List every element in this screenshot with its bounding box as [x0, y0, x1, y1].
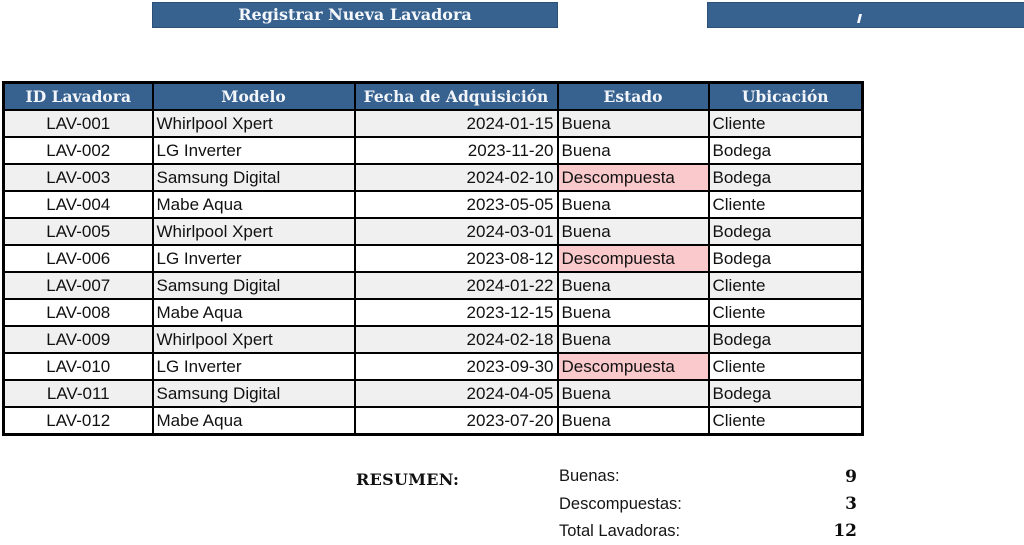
cell-location[interactable]: Bodega	[709, 137, 863, 164]
cell-location[interactable]: Bodega	[709, 380, 863, 407]
summary-stat-label: Buenas:	[559, 467, 620, 486]
cell-location[interactable]: Bodega	[709, 218, 863, 245]
table-body	[4, 110, 863, 435]
cell-location[interactable]: Cliente	[709, 110, 863, 137]
cell-washer-id[interactable]: LAV-004	[4, 191, 153, 218]
cell-date[interactable]: 2024-03-01	[355, 218, 558, 245]
cell-date[interactable]: 2024-02-18	[355, 326, 558, 353]
cell-date[interactable]: 2023-08-12	[355, 245, 558, 272]
cell-washer-id[interactable]: LAV-006	[4, 245, 153, 272]
cell-status[interactable]: Buena	[558, 407, 709, 435]
cell-date[interactable]: 2024-02-10	[355, 164, 558, 191]
cell-status[interactable]: Descompuesta	[558, 164, 709, 191]
cell-location[interactable]: Bodega	[709, 164, 863, 191]
cell-washer-id[interactable]: LAV-008	[4, 299, 153, 326]
cell-date[interactable]: 2024-01-22	[355, 272, 558, 299]
register-new-washer-button[interactable]: Registrar Nueva Lavadora	[152, 2, 558, 28]
cell-location[interactable]: Bodega	[709, 245, 863, 272]
cell-model[interactable]: Mabe Aqua	[153, 407, 355, 435]
summary-stat-row	[559, 518, 857, 545]
cell-washer-id[interactable]: LAV-003	[4, 164, 153, 191]
summary-stat-row	[559, 490, 857, 517]
table-row	[4, 110, 863, 137]
summary-stat-label: Descompuestas:	[559, 494, 682, 513]
cell-washer-id[interactable]: LAV-012	[4, 407, 153, 435]
cell-model[interactable]: LG Inverter	[153, 353, 355, 380]
cell-location[interactable]: Cliente	[709, 407, 863, 435]
truncated-right-button[interactable]	[707, 2, 1024, 28]
cell-washer-id[interactable]: LAV-007	[4, 272, 153, 299]
column-header-status[interactable]: Estado	[558, 83, 709, 111]
cell-model[interactable]: LG Inverter	[153, 245, 355, 272]
summary-stats	[559, 463, 857, 545]
cell-washer-id[interactable]: LAV-001	[4, 110, 153, 137]
column-header-id[interactable]: ID Lavadora	[4, 83, 153, 111]
cell-model[interactable]: Whirlpool Xpert	[153, 218, 355, 245]
cell-model[interactable]: Samsung Digital	[153, 164, 355, 191]
cell-model[interactable]: Whirlpool Xpert	[153, 110, 355, 137]
column-header-model[interactable]: Modelo	[153, 83, 355, 111]
cell-status[interactable]: Buena	[558, 326, 709, 353]
table-row	[4, 245, 863, 272]
cell-date[interactable]: 2023-07-20	[355, 407, 558, 435]
cell-date[interactable]: 2024-04-05	[355, 380, 558, 407]
table-row	[4, 191, 863, 218]
partial-label-fragment	[857, 14, 862, 23]
table-row	[4, 137, 863, 164]
table-header	[4, 83, 863, 111]
cell-status[interactable]: Buena	[558, 299, 709, 326]
table-row	[4, 272, 863, 299]
cell-model[interactable]: Samsung Digital	[153, 272, 355, 299]
cell-washer-id[interactable]: LAV-005	[4, 218, 153, 245]
cell-model[interactable]: Whirlpool Xpert	[153, 326, 355, 353]
cell-date[interactable]: 2023-09-30	[355, 353, 558, 380]
summary-stat-value: 12	[833, 521, 857, 542]
cell-washer-id[interactable]: LAV-002	[4, 137, 153, 164]
cell-location[interactable]: Cliente	[709, 353, 863, 380]
table-row	[4, 326, 863, 353]
cell-model[interactable]: Mabe Aqua	[153, 191, 355, 218]
cell-model[interactable]: Mabe Aqua	[153, 299, 355, 326]
cell-status[interactable]: Descompuesta	[558, 245, 709, 272]
table-row	[4, 353, 863, 380]
cell-model[interactable]: Samsung Digital	[153, 380, 355, 407]
column-header-date[interactable]: Fecha de Adquisición	[355, 83, 558, 111]
table-row	[4, 218, 863, 245]
table-row	[4, 164, 863, 191]
summary-stat-row	[559, 463, 857, 490]
cell-date[interactable]: 2024-01-15	[355, 110, 558, 137]
summary-title: RESUMEN:	[356, 470, 460, 489]
cell-status[interactable]: Descompuesta	[558, 353, 709, 380]
cell-date[interactable]: 2023-12-15	[355, 299, 558, 326]
cell-location[interactable]: Cliente	[709, 299, 863, 326]
cell-washer-id[interactable]: LAV-010	[4, 353, 153, 380]
table-row	[4, 407, 863, 435]
column-header-location[interactable]: Ubicación	[709, 83, 863, 111]
cell-washer-id[interactable]: LAV-009	[4, 326, 153, 353]
summary-stat-value: 9	[845, 466, 857, 487]
cell-date[interactable]: 2023-11-20	[355, 137, 558, 164]
cell-date[interactable]: 2023-05-05	[355, 191, 558, 218]
cell-washer-id[interactable]: LAV-011	[4, 380, 153, 407]
cell-location[interactable]: Cliente	[709, 191, 863, 218]
summary-stat-value: 3	[845, 494, 857, 515]
summary-stat-label: Total Lavadoras:	[559, 521, 681, 540]
table-row	[4, 299, 863, 326]
cell-status[interactable]: Buena	[558, 191, 709, 218]
cell-status[interactable]: Buena	[558, 110, 709, 137]
cell-status[interactable]: Buena	[558, 272, 709, 299]
cell-status[interactable]: Buena	[558, 137, 709, 164]
cell-location[interactable]: Cliente	[709, 272, 863, 299]
cell-status[interactable]: Buena	[558, 218, 709, 245]
cell-location[interactable]: Bodega	[709, 326, 863, 353]
cell-status[interactable]: Buena	[558, 380, 709, 407]
cell-model[interactable]: LG Inverter	[153, 137, 355, 164]
table-row	[4, 380, 863, 407]
washers-table	[2, 81, 864, 436]
